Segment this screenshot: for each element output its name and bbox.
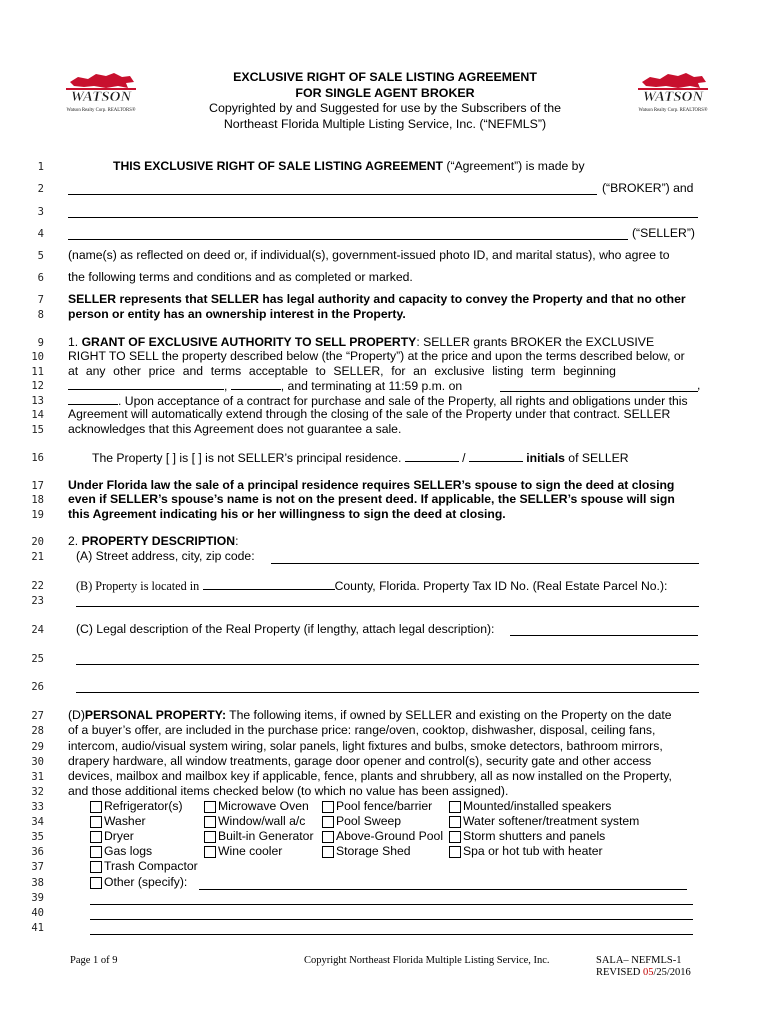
section-1-text: . Upon acceptance of a contract for purchase and sale of the Property, all rights and obligations under this: [68, 393, 688, 409]
line-number: 32: [31, 786, 44, 798]
watson-tagline: Watson Realty Corp. REALTORS®: [66, 108, 136, 113]
tax-id-field[interactable]: [76, 606, 699, 607]
agreement-intro-bold: THIS EXCLUSIVE RIGHT OF SALE LISTING AGREEMENT: [113, 159, 443, 173]
line-number: 2: [37, 183, 44, 195]
watson-logo-right: [634, 68, 712, 120]
form-title: EXCLUSIVE RIGHT OF SALE LISTING AGREEMENT: [233, 70, 537, 84]
checkbox-storm-shutters[interactable]: Storm shutters and panels: [449, 829, 605, 844]
checkbox-pool-fence[interactable]: Pool fence/barrier: [322, 799, 432, 814]
line-number: 39: [31, 892, 44, 904]
checkbox-icon[interactable]: [449, 801, 461, 813]
checkbox-icon[interactable]: [322, 816, 334, 828]
revision-month: 05: [642, 967, 654, 978]
line-number: 24: [31, 624, 44, 636]
line-number: 10: [31, 351, 44, 363]
spouse-notice: even if SELLER’s spouse’s name is not on the present deed. If applicable, the SELLER’s spouse will sign: [68, 492, 675, 506]
personal-property-heading: (D)PERSONAL PROPERTY: The following items, if owned by SELLER and existing on the Property on the date: [68, 708, 672, 722]
line-number: 8: [37, 309, 44, 321]
checkbox-icon[interactable]: [322, 801, 334, 813]
other-specify-field-2[interactable]: [90, 904, 693, 905]
page-number: Page 1 of 9: [70, 955, 118, 966]
revision-date: REVISED 05/25/2016: [596, 967, 691, 978]
line-number: 6: [37, 272, 44, 284]
checkbox-wine-cooler[interactable]: Wine cooler: [204, 844, 282, 859]
checkbox-water-softener[interactable]: Water softener/treatment system: [449, 814, 639, 829]
line-number: 25: [31, 653, 44, 665]
checkbox-speakers[interactable]: Mounted/installed speakers: [449, 799, 611, 814]
agreement-intro: [113, 159, 585, 174]
line-number: 5: [37, 250, 44, 262]
checkbox-generator[interactable]: Built-in Generator: [204, 829, 314, 844]
listing-end-year-field[interactable]: [68, 393, 118, 405]
checkbox-icon[interactable]: [204, 816, 216, 828]
line-number: 3: [37, 206, 44, 218]
line-number: 14: [31, 409, 44, 421]
line-number: 15: [31, 424, 44, 436]
line-number: 1: [37, 161, 44, 173]
line-number: 11: [31, 366, 44, 378]
seller-authority-statement-cont: person or entity has an ownership interest in the Property.: [68, 307, 406, 321]
agreement-intro-rest: (“Agreement”) is made by: [443, 159, 585, 173]
line-number: 41: [31, 922, 44, 934]
county-field[interactable]: [203, 578, 335, 590]
street-address-label: (A) Street address, city, zip code:: [76, 549, 255, 563]
county-line: (B) Property is located in County, Florida. Property Tax ID No. (Real Estate Parcel No.):: [76, 579, 668, 593]
seller-authority-statement: SELLER represents that SELLER has legal authority and capacity to convey the Property and that no other: [68, 292, 686, 306]
other-specify-field[interactable]: [199, 889, 687, 890]
line-number: 23: [31, 595, 44, 607]
initials-label: initials: [526, 451, 565, 465]
personal-property-text: of a buyer’s offer, are included in the purchase price: range/oven, cooktop, dishwasher, disposal, ceiling fans,: [68, 723, 656, 737]
spouse-notice: Under Florida law the sale of a principal residence requires SELLER’s spouse to sign the deed at closing: [68, 478, 675, 492]
personal-property-text: and those additional items checked below (to which no value has been assigned).: [68, 784, 509, 798]
line-number: 13: [31, 395, 44, 407]
form-subtitle: FOR SINGLE AGENT BROKER: [295, 86, 475, 100]
watson-wordmark: WATSON: [642, 89, 704, 105]
line-number: 29: [31, 741, 44, 753]
section-1-text: at any other price and terms acceptable to SELLER, for an exclusive listing term beginning: [68, 364, 616, 378]
section-1-heading: 1. GRANT OF EXCLUSIVE AUTHORITY TO SELL PROPERTY: SELLER grants BROKER the EXCLUSIVE: [68, 335, 655, 349]
watson-tagline: Watson Realty Corp. REALTORS®: [638, 108, 708, 113]
checkbox-icon[interactable]: [322, 846, 334, 858]
checkbox-icon[interactable]: [90, 877, 102, 889]
line-number: 34: [31, 816, 44, 828]
personal-property-text: intercom, audio/visual system wiring, solar panels, light fixtures and bulbs, smoke detectors, bathroom mirrors,: [68, 739, 663, 753]
seller-label: (“SELLER”): [632, 226, 695, 240]
checkbox-icon[interactable]: [90, 801, 102, 813]
listing-end-date-field[interactable]: [500, 391, 698, 392]
line-number: 30: [31, 756, 44, 768]
line-number: 37: [31, 861, 44, 873]
line-number: 31: [31, 771, 44, 783]
checkbox-other[interactable]: Other (specify):: [90, 875, 187, 890]
legal-description-field[interactable]: [510, 635, 698, 636]
footer-copyright: Copyright Northeast Florida Multiple Listing Service, Inc.: [304, 955, 550, 966]
line-number: 38: [31, 877, 44, 889]
listing-start-year-field[interactable]: [231, 378, 281, 390]
broker-name-field[interactable]: [68, 194, 597, 195]
section-2-title: PROPERTY DESCRIPTION: [81, 534, 236, 548]
seller-name-field[interactable]: [68, 239, 628, 240]
line-number: 12: [31, 380, 44, 392]
line-number: 21: [31, 551, 44, 563]
checkbox-window-ac[interactable]: Window/wall a/c: [204, 814, 305, 829]
line-number: 33: [31, 801, 44, 813]
checkbox-icon[interactable]: [90, 816, 102, 828]
name-instruction: (name(s) as reflected on deed or, if individual(s), government-issued photo ID, and marital status), who agree to: [68, 248, 670, 262]
listing-start-date-field[interactable]: [68, 378, 224, 390]
checkbox-storage-shed[interactable]: Storage Shed: [322, 844, 411, 859]
personal-property-text: drapery hardware, all window treatments, garage door opener and control(s), security gate and other access: [68, 754, 652, 768]
checkbox-icon[interactable]: [204, 801, 216, 813]
line-number: 17: [31, 480, 44, 492]
party-name-field[interactable]: [68, 217, 698, 218]
legal-description-label: (C) Legal description of the Real Property (if lengthy, attach legal description):: [76, 622, 495, 636]
line-number: 22: [31, 580, 44, 592]
line-number: 20: [31, 536, 44, 548]
section-1-text: Agreement will automatically extend through the closing of the sale of the Property under that contract. SELLER: [68, 407, 671, 421]
other-specify-field-3[interactable]: [90, 919, 693, 920]
personal-property-text: devices, mailbox and mailbox key if applicable, fence, plants and shrubbery, all as now installed on the Property,: [68, 769, 672, 783]
line-number: 36: [31, 846, 44, 858]
legal-description-field-3[interactable]: [76, 692, 699, 693]
section-1-title: GRANT OF EXCLUSIVE AUTHORITY TO SELL PROPERTY: [81, 335, 417, 349]
checkbox-above-ground-pool[interactable]: Above-Ground Pool: [322, 829, 443, 844]
checkbox-trash-compactor[interactable]: Trash Compactor: [90, 859, 198, 874]
county-label: (B) Property is located in: [76, 579, 200, 593]
principal-residence-line: The Property [ ] is [ ] is not SELLER’s principal residence. / initials of SELLER: [92, 451, 629, 465]
section-1-text: acknowledges that this Agreement does not guarantee a sale.: [68, 422, 402, 436]
other-specify-field-4[interactable]: [90, 934, 693, 935]
terms-statement: the following terms and conditions and as completed or marked.: [68, 270, 413, 284]
line-number: 28: [31, 725, 44, 737]
section-1-text: RIGHT TO SELL the property described below (the “Property”) at the price and upon the terms described below, or: [68, 349, 685, 363]
watson-wordmark: WATSON: [70, 89, 132, 105]
checkbox-spa[interactable]: Spa or hot tub with heater: [449, 844, 603, 859]
checkbox-icon[interactable]: [90, 831, 102, 843]
line-number: 16: [31, 452, 44, 464]
line-number: 4: [37, 228, 44, 240]
line-number: 35: [31, 831, 44, 843]
checkbox-icon[interactable]: [449, 816, 461, 828]
spouse-notice: this Agreement indicating his or her willingness to sign the deed at closing.: [68, 507, 506, 521]
seller-initials-field-1[interactable]: [405, 450, 459, 462]
checkbox-pool-sweep[interactable]: Pool Sweep: [322, 814, 401, 829]
checkbox-refrigerators[interactable]: Refrigerator(s): [90, 799, 183, 814]
checkbox-icon[interactable]: [204, 846, 216, 858]
checkbox-icon[interactable]: [449, 846, 461, 858]
broker-label: (“BROKER”) and: [602, 181, 694, 195]
checkbox-washer[interactable]: Washer: [90, 814, 146, 829]
line-number: 26: [31, 681, 44, 693]
copyright-notice-2: Northeast Florida Multiple Listing Service, Inc. (“NEFMLS”): [223, 117, 547, 131]
watson-logo-left: [62, 68, 140, 120]
listing-term-line: , , and terminating at 11:59 p.m. on: [68, 378, 462, 394]
checkbox-icon[interactable]: [204, 831, 216, 843]
personal-property-title: PERSONAL PROPERTY:: [84, 708, 226, 722]
line-number: 9: [37, 337, 44, 349]
checkbox-dryer[interactable]: Dryer: [90, 829, 134, 844]
line-number: 27: [31, 710, 44, 722]
line-number: 19: [31, 509, 44, 521]
checkbox-icon[interactable]: [90, 846, 102, 858]
checkbox-gas-logs[interactable]: Gas logs: [90, 844, 152, 859]
checkbox-icon[interactable]: [322, 831, 334, 843]
seller-initials-field-2[interactable]: [469, 450, 523, 462]
watson-logo-icon: [634, 68, 712, 108]
form-id: SALA– NEFMLS-1: [596, 955, 682, 966]
line-number: 40: [31, 907, 44, 919]
checkbox-microwave-oven[interactable]: Microwave Oven: [204, 799, 309, 814]
line-number: 7: [37, 294, 44, 306]
section-2-heading: 2. PROPERTY DESCRIPTION:: [68, 534, 239, 548]
watson-logo-icon: [62, 68, 140, 108]
line-number: 18: [31, 494, 44, 506]
checkbox-icon[interactable]: [90, 861, 102, 873]
legal-description-field-2[interactable]: [76, 664, 699, 665]
copyright-notice-1: Copyrighted by and Suggested for use by the Subscribers of the: [209, 101, 561, 115]
checkbox-icon[interactable]: [449, 831, 461, 843]
street-address-field[interactable]: [271, 563, 699, 564]
